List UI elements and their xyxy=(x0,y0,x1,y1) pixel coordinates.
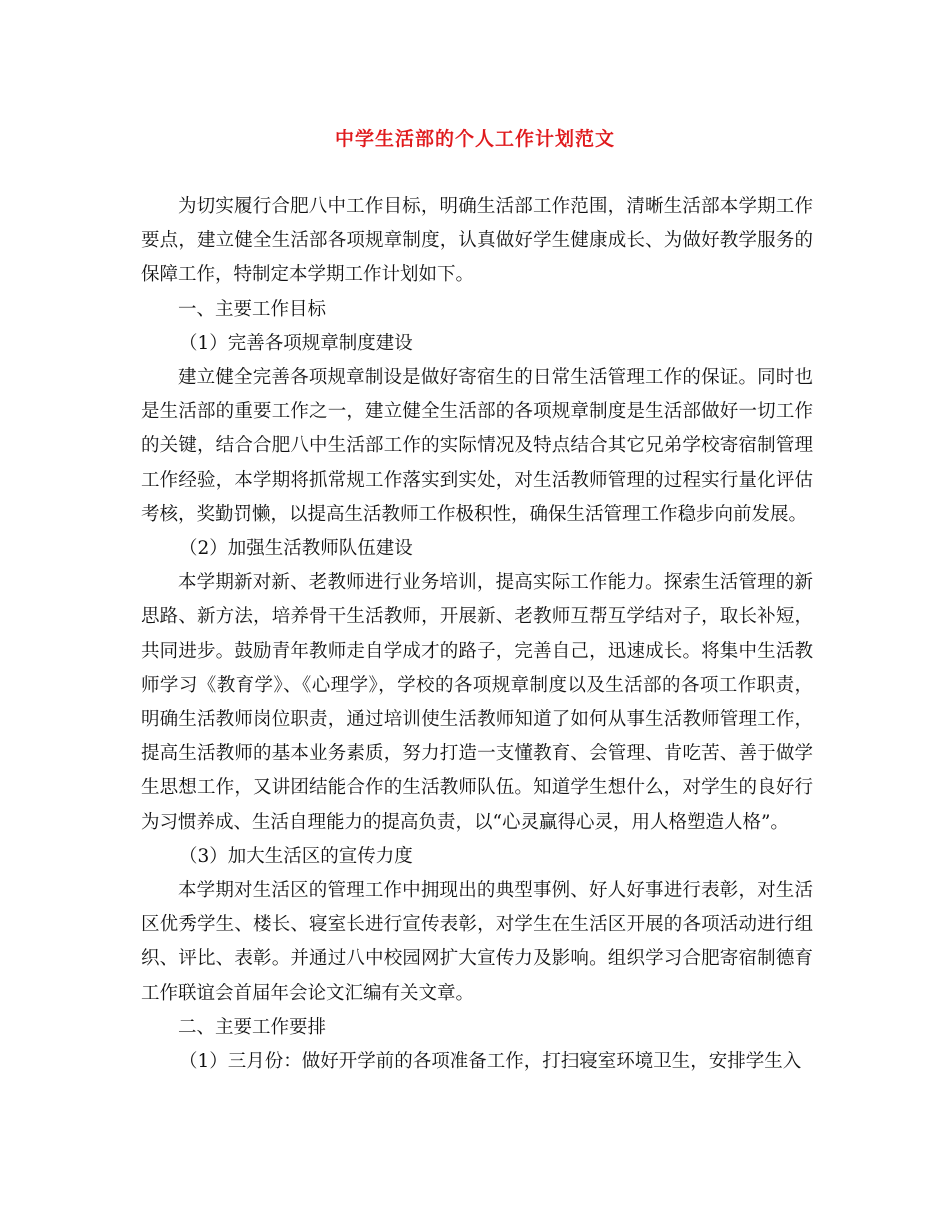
document-title: 中学生活部的个人工作计划范文 xyxy=(334,128,615,150)
section-1-item-1-heading: （1）完善各项规章制度建设 xyxy=(179,332,413,354)
section-1-item-2-heading: （2）加强生活教师队伍建设 xyxy=(179,538,413,560)
document-body xyxy=(141,190,813,1079)
section-2-heading: 二、主要工作要排 xyxy=(178,1016,327,1038)
section-1-item-1-paragraph: 建立健全完善各项规章制设是做好寄宿生的日常生活管理工作的保证。同时也是生活部的重要工作之一，建立健全生活部的各项规章制度是生活部做好一切工作的关键，结合合肥八中生活部工作的实际情况及特点结合其它兄弟学校寄宿制管理工作经验，本学期将抓常规工作落实到实处，对生活教师管理的过程实行量化评估考核，奖勤罚懒，以提高生活教师工作极积性，确保生活管理工作稳步向前发展。 xyxy=(141,367,813,525)
section-1-item-3-paragraph: 本学期对生活区的管理工作中拥现出的典型事例、好人好事进行表彰，对生活区优秀学生、楼长、寝室长进行宣传表彰，对学生在生活区开展的各项活动进行组织、评比、表彰。并通过八中校园网扩大宣传力及影响。组织学习合肥寄宿制德育工作联谊会首届年会论文汇编有关文章。 xyxy=(141,880,813,1004)
intro-paragraph: 为切实履行合肥八中工作目标，明确生活部工作范围，清晰生活部本学期工作要点，建立健全生活部各项规章制度，认真做好学生健康成长、为做好教学服务的保障工作，特制定本学期工作计划如下。 xyxy=(141,196,813,286)
section-2-item-1-paragraph: （1）三月份：做好开学前的各项准备工作，打扫寝室环境卫生，安排学生入 xyxy=(179,1051,802,1073)
section-1-item-2-paragraph: 本学期新对新、老教师进行业务培训，提高实际工作能力。探索生活管理的新思路、新方法，培养骨干生活教师，开展新、老教师互帮互学结对子，取长补短，共同进步。鼓励青年教师走自学成才的路子，完善自己，迅速成长。将集中生活教师学习《教育学》、《心理学》，学校的各项规章制度以及生活部的各项工作职责，明确生活教师岗位职责，通过培训使生活教师知道了如何从事生活教师管理工作，提高生活教师的基本业务素质，努力打造一支懂教育、会管理、肯吃苦、善于做学生思想工作，又讲团结能合作的生活教师队伍。知道学生想什么，对学生的良好行为习惯养成、生活自理能力的提高负责，以“心灵赢得心灵，用人格塑造人格”。 xyxy=(141,572,813,833)
section-1-heading: 一、主要工作目标 xyxy=(178,298,327,320)
section-1-item-3-heading: （3）加大生活区的宣传力度 xyxy=(179,845,413,867)
